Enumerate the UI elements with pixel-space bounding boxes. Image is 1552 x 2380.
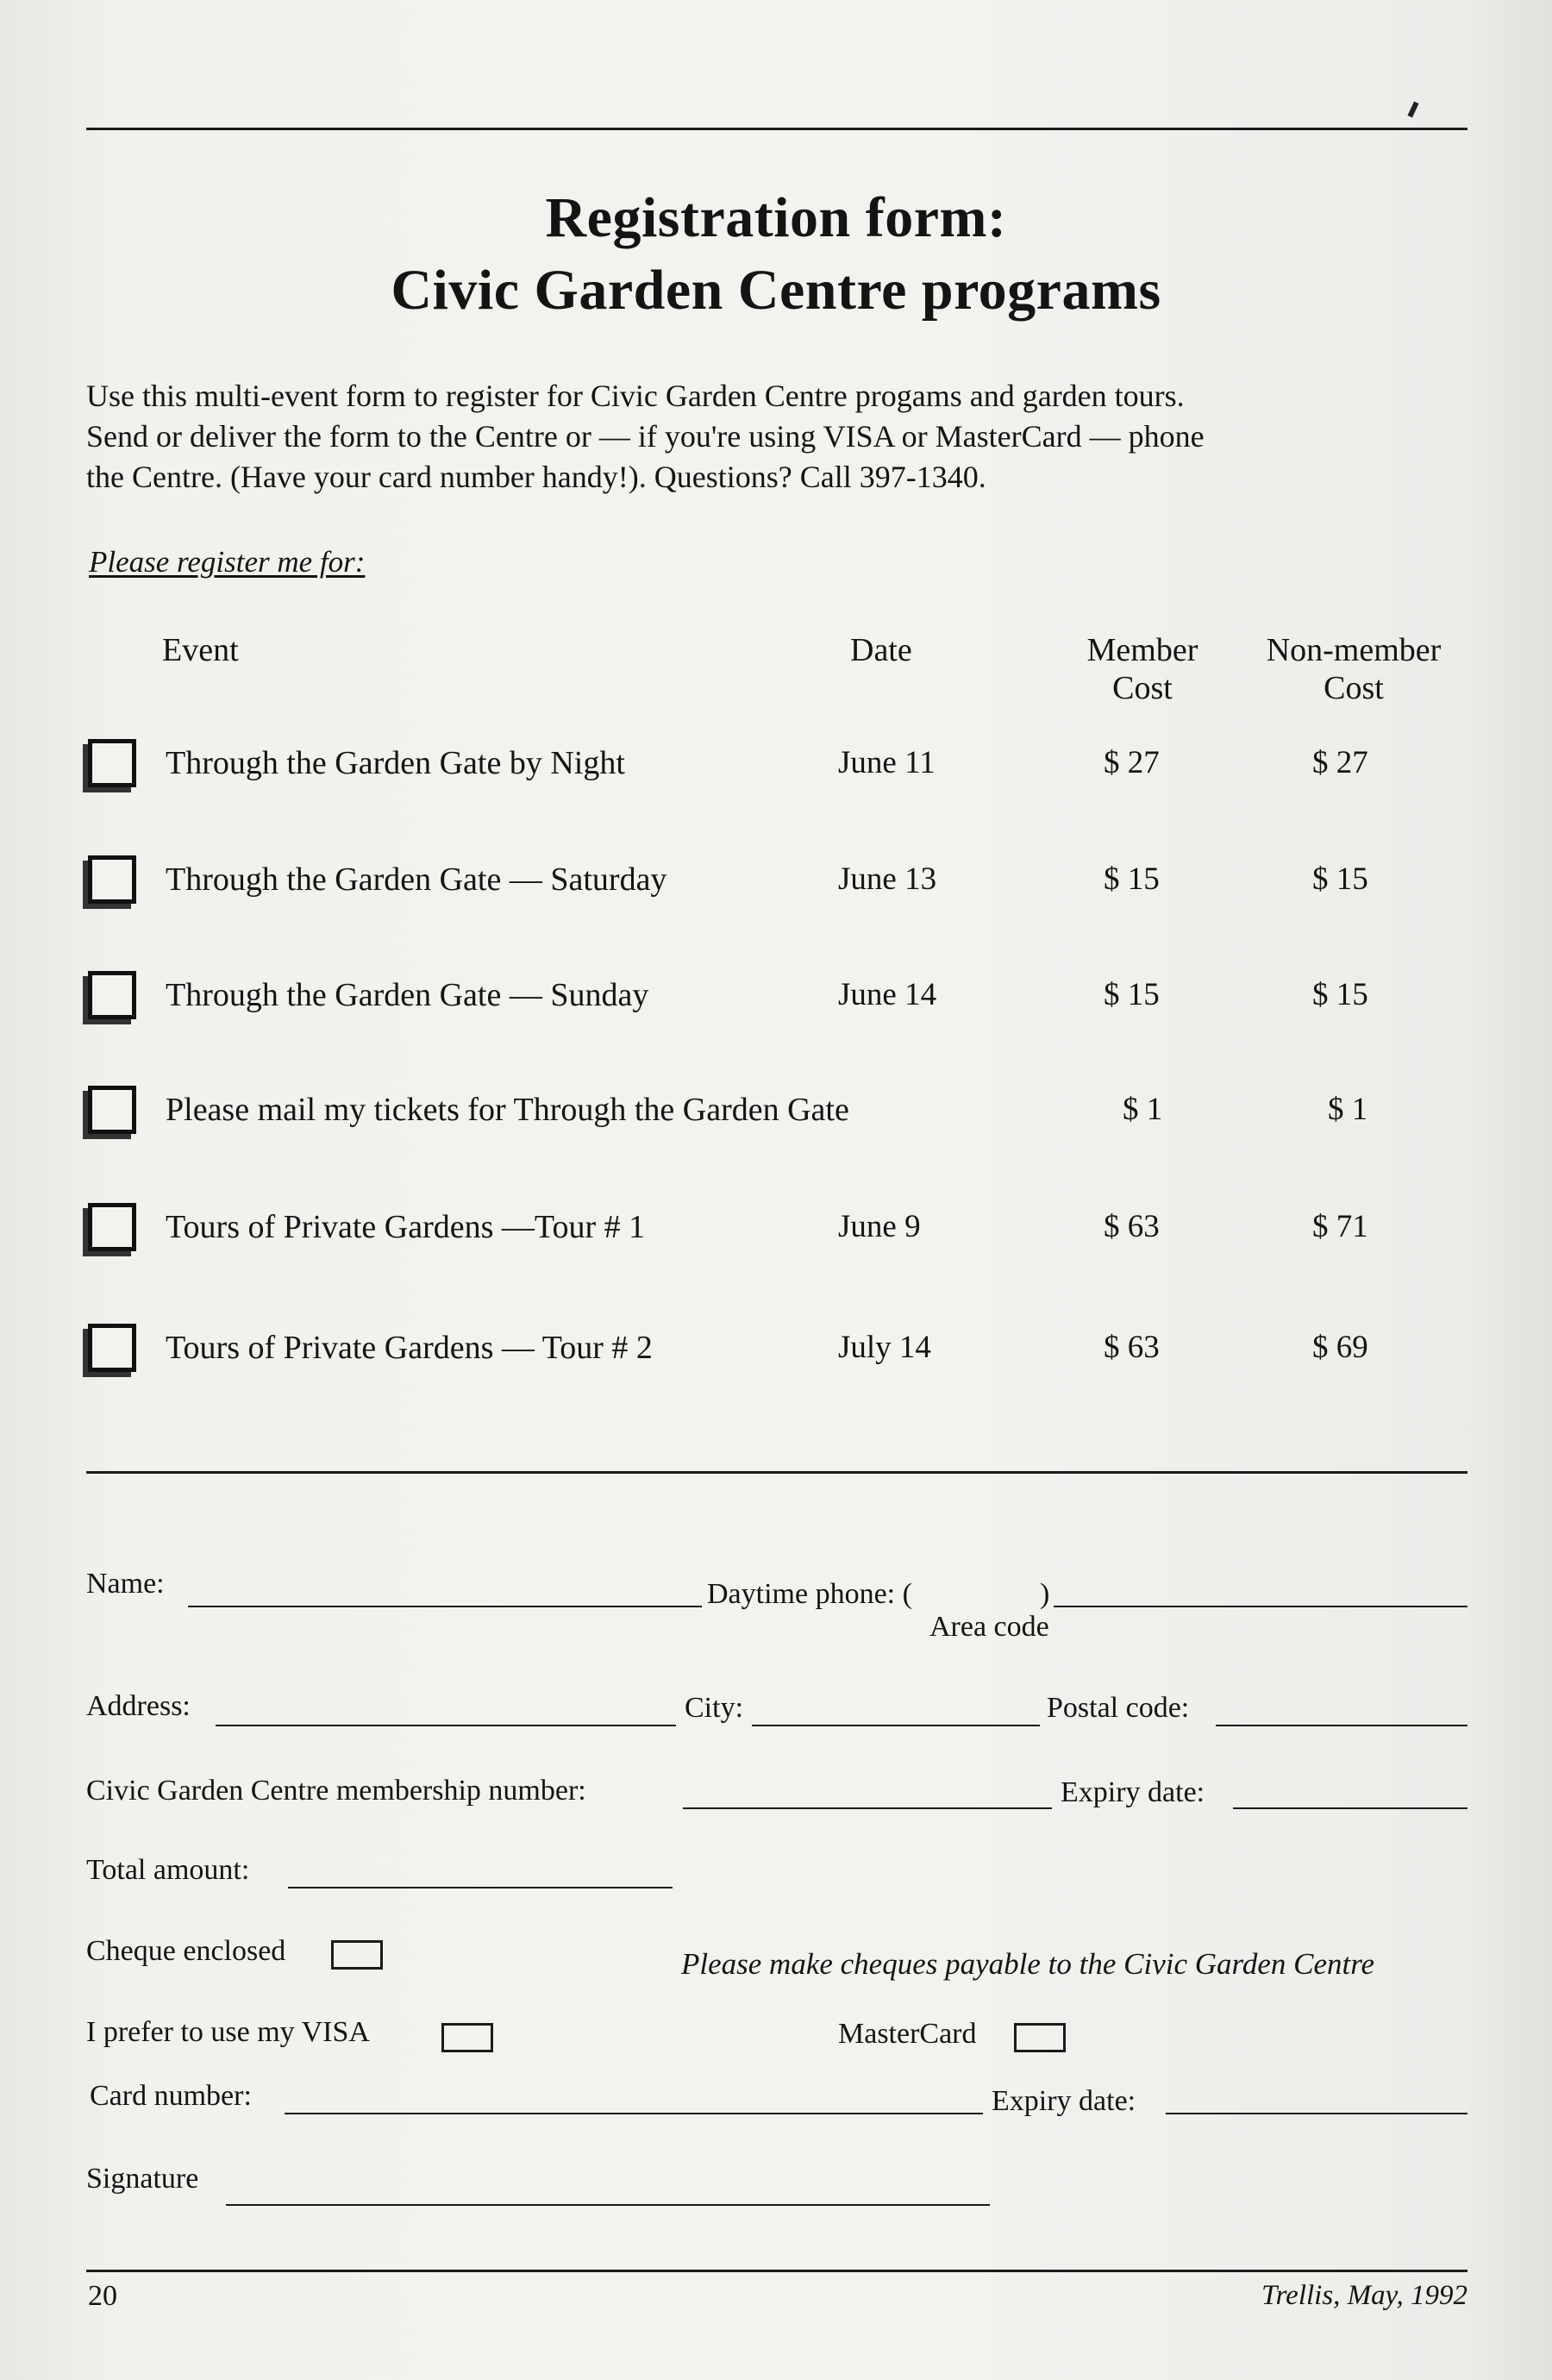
- top-rule: [86, 128, 1468, 130]
- event-nonmember-cost: $ 27: [1312, 745, 1368, 780]
- event-row: [0, 971, 1552, 1031]
- event-member-cost: $ 1: [1123, 1092, 1163, 1127]
- total-amount-label: Total amount:: [86, 1854, 250, 1886]
- total-amount-field[interactable]: [288, 1887, 673, 1888]
- event-checkbox[interactable]: [88, 971, 136, 1019]
- membership-number-field[interactable]: [683, 1807, 1052, 1809]
- phone-label: Daytime phone: (: [707, 1578, 912, 1610]
- card-expiry-label: Expiry date:: [992, 2085, 1136, 2117]
- event-checkbox[interactable]: [88, 855, 136, 904]
- event-member-cost: $ 15: [1104, 977, 1160, 1012]
- intro-paragraph: [86, 376, 1500, 498]
- signature-field[interactable]: [226, 2204, 990, 2206]
- event-row: [0, 1203, 1552, 1263]
- event-name: Through the Garden Gate — Sunday: [166, 977, 649, 1013]
- membership-expiry-label: Expiry date:: [1061, 1776, 1205, 1808]
- intro-line: Use this multi-event form to register for Civic Garden Centre progams and garden tours.: [86, 379, 1185, 413]
- page-number: 20: [88, 2280, 117, 2312]
- mastercard-checkbox[interactable]: [1014, 2023, 1066, 2052]
- event-nonmember-cost: $ 71: [1312, 1209, 1368, 1244]
- event-name: Please mail my tickets for Through the Garden Gate: [166, 1092, 849, 1128]
- event-checkbox[interactable]: [88, 1086, 136, 1134]
- address-field[interactable]: [216, 1725, 676, 1726]
- event-checkbox[interactable]: [88, 1324, 136, 1372]
- form-title-line1: Registration form:: [545, 186, 1007, 249]
- name-label: Name:: [86, 1568, 165, 1600]
- cheque-label: Cheque enclosed: [86, 1935, 286, 1967]
- event-row: [0, 1324, 1552, 1384]
- cheque-checkbox[interactable]: [331, 1940, 383, 1970]
- event-row: [0, 1086, 1552, 1146]
- card-number-label: Card number:: [90, 2080, 252, 2112]
- column-header-member-line2: Cost: [1112, 670, 1173, 706]
- event-name: Through the Garden Gate — Saturday: [166, 861, 667, 898]
- column-header-nonmember-line2: Cost: [1324, 670, 1384, 706]
- footer-rule: [86, 2270, 1468, 2272]
- membership-expiry-field[interactable]: [1233, 1807, 1468, 1809]
- event-row: [0, 855, 1552, 916]
- visa-checkbox[interactable]: [441, 2023, 493, 2052]
- name-field[interactable]: [188, 1606, 702, 1607]
- form-title-line2: Civic Garden Centre programs: [391, 259, 1161, 322]
- phone-area-close: ): [1040, 1578, 1050, 1610]
- event-date: June 14: [838, 977, 937, 1012]
- intro-line: Send or deliver the form to the Centre or — if you're using VISA or MasterCard — phone: [86, 419, 1205, 454]
- column-header-member-line1: Member: [1086, 632, 1198, 668]
- column-header-member: [1069, 631, 1216, 707]
- event-member-cost: $ 15: [1104, 861, 1160, 897]
- event-checkbox[interactable]: [88, 739, 136, 787]
- column-header-event: Event: [162, 632, 239, 668]
- membership-number-label: Civic Garden Centre membership number:: [86, 1775, 586, 1807]
- column-header-nonmember-line1: Non-member: [1266, 632, 1442, 668]
- city-field[interactable]: [752, 1725, 1040, 1726]
- column-header-nonmember: [1242, 631, 1466, 707]
- event-nonmember-cost: $ 69: [1312, 1330, 1368, 1365]
- register-label: Please register me for:: [89, 545, 366, 579]
- intro-line: the Centre. (Have your card number handy!). Questions? Call 397-1340.: [86, 460, 986, 494]
- event-row: [0, 739, 1552, 799]
- column-header-date: Date: [850, 632, 912, 668]
- signature-label: Signature: [86, 2163, 199, 2195]
- event-nonmember-cost: $ 1: [1328, 1092, 1368, 1127]
- visa-label: I prefer to use my VISA: [86, 2016, 370, 2048]
- area-code-label: Area code: [929, 1611, 1049, 1643]
- event-checkbox[interactable]: [88, 1203, 136, 1251]
- section-divider: [86, 1471, 1468, 1474]
- event-date: July 14: [838, 1330, 931, 1365]
- event-nonmember-cost: $ 15: [1312, 977, 1368, 1012]
- publication-date: Trellis, May, 1992: [1261, 2280, 1468, 2311]
- event-member-cost: $ 63: [1104, 1209, 1160, 1244]
- phone-field[interactable]: [1054, 1606, 1468, 1607]
- address-label: Address:: [86, 1690, 191, 1722]
- event-member-cost: $ 27: [1104, 745, 1160, 780]
- card-expiry-field[interactable]: [1166, 2113, 1468, 2114]
- event-member-cost: $ 63: [1104, 1330, 1160, 1365]
- event-date: June 13: [838, 861, 937, 897]
- card-number-field[interactable]: [285, 2113, 983, 2114]
- cheque-payable-note: Please make cheques payable to the Civic Garden Centre: [681, 1947, 1375, 1981]
- event-date: June 11: [838, 745, 936, 780]
- city-label: City:: [685, 1692, 744, 1724]
- event-name: Tours of Private Gardens — Tour # 2: [166, 1330, 653, 1366]
- event-nonmember-cost: $ 15: [1312, 861, 1368, 897]
- tick-mark: [1407, 102, 1418, 118]
- event-name: Tours of Private Gardens —Tour # 1: [166, 1209, 646, 1245]
- event-date: June 9: [838, 1209, 921, 1244]
- postal-code-label: Postal code:: [1047, 1692, 1190, 1724]
- event-name: Through the Garden Gate by Night: [166, 745, 625, 781]
- mastercard-label: MasterCard: [838, 2018, 977, 2050]
- postal-code-field[interactable]: [1216, 1725, 1468, 1726]
